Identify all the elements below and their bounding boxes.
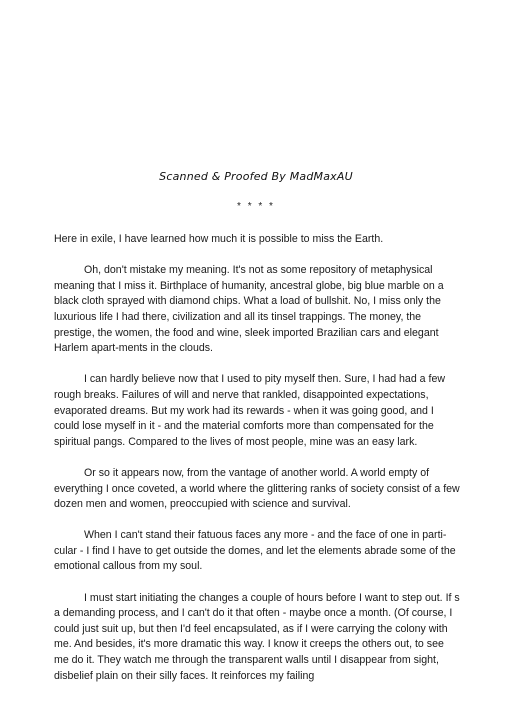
scan-credit: Scanned & Proofed By MadMaxAU [159,170,353,183]
paragraph: Or so it appears now, from the vantage of another world. A world empty of everything I once coveted, a world where the glittering ranks of society consist of a few dozen men and women, preoccupied with science and survival. [54,466,460,511]
paragraph: I can hardly believe now that I used to pity myself then. Sure, I had had a few rough breaks. Failures of will and nerve that rankled, disappointed expectations, evaporated dreams. But my work had its rewards - when it was going good, and I could lose myself in it - and the material comforts more than compensated for the spiritual pangs. Compared to the lives of most people, mine was an easy lark. [54,373,445,448]
paragraph: Here in exile, I have learned how much it is possible to miss the Earth. [54,233,384,245]
section-separator: * * * * [237,201,275,212]
paragraph: When I can't stand their fatuous faces any more - and the face of one in parti-cular - I find I have to get outside the domes, and let the elements abrade some of the emotional callous from my soul. [54,529,456,573]
body-text [54,232,460,700]
paragraph: I must start initiating the changes a couple of hours before I want to step out. If s a demanding process, and I can't do it that often - maybe once a month. (Of course, I could just suit up, but then I'd feel encapsulated, as if I were carrying the colony with me. And besides, it's more dramatic this way. I know it creeps the others out, to see me do it. They watch me through the transparent walls until I disappear from sight, disbelief plain on their silly faces. It reinforces my failing [54,591,460,682]
paragraph: Oh, don't mistake my meaning. It's not as some repository of metaphysical meaning that I miss it. Birthplace of humanity, ancestral globe, big blue marble on a black cloth sprayed with diamond chips. What a load of bullshit. No, I miss only the luxurious life I had there, civilization and all its tinsel trappings. The money, the prestige, the women, the food and wine, sleek imported Brazilian cars and elegant Harlem apart-ments in the clouds. [54,264,444,355]
